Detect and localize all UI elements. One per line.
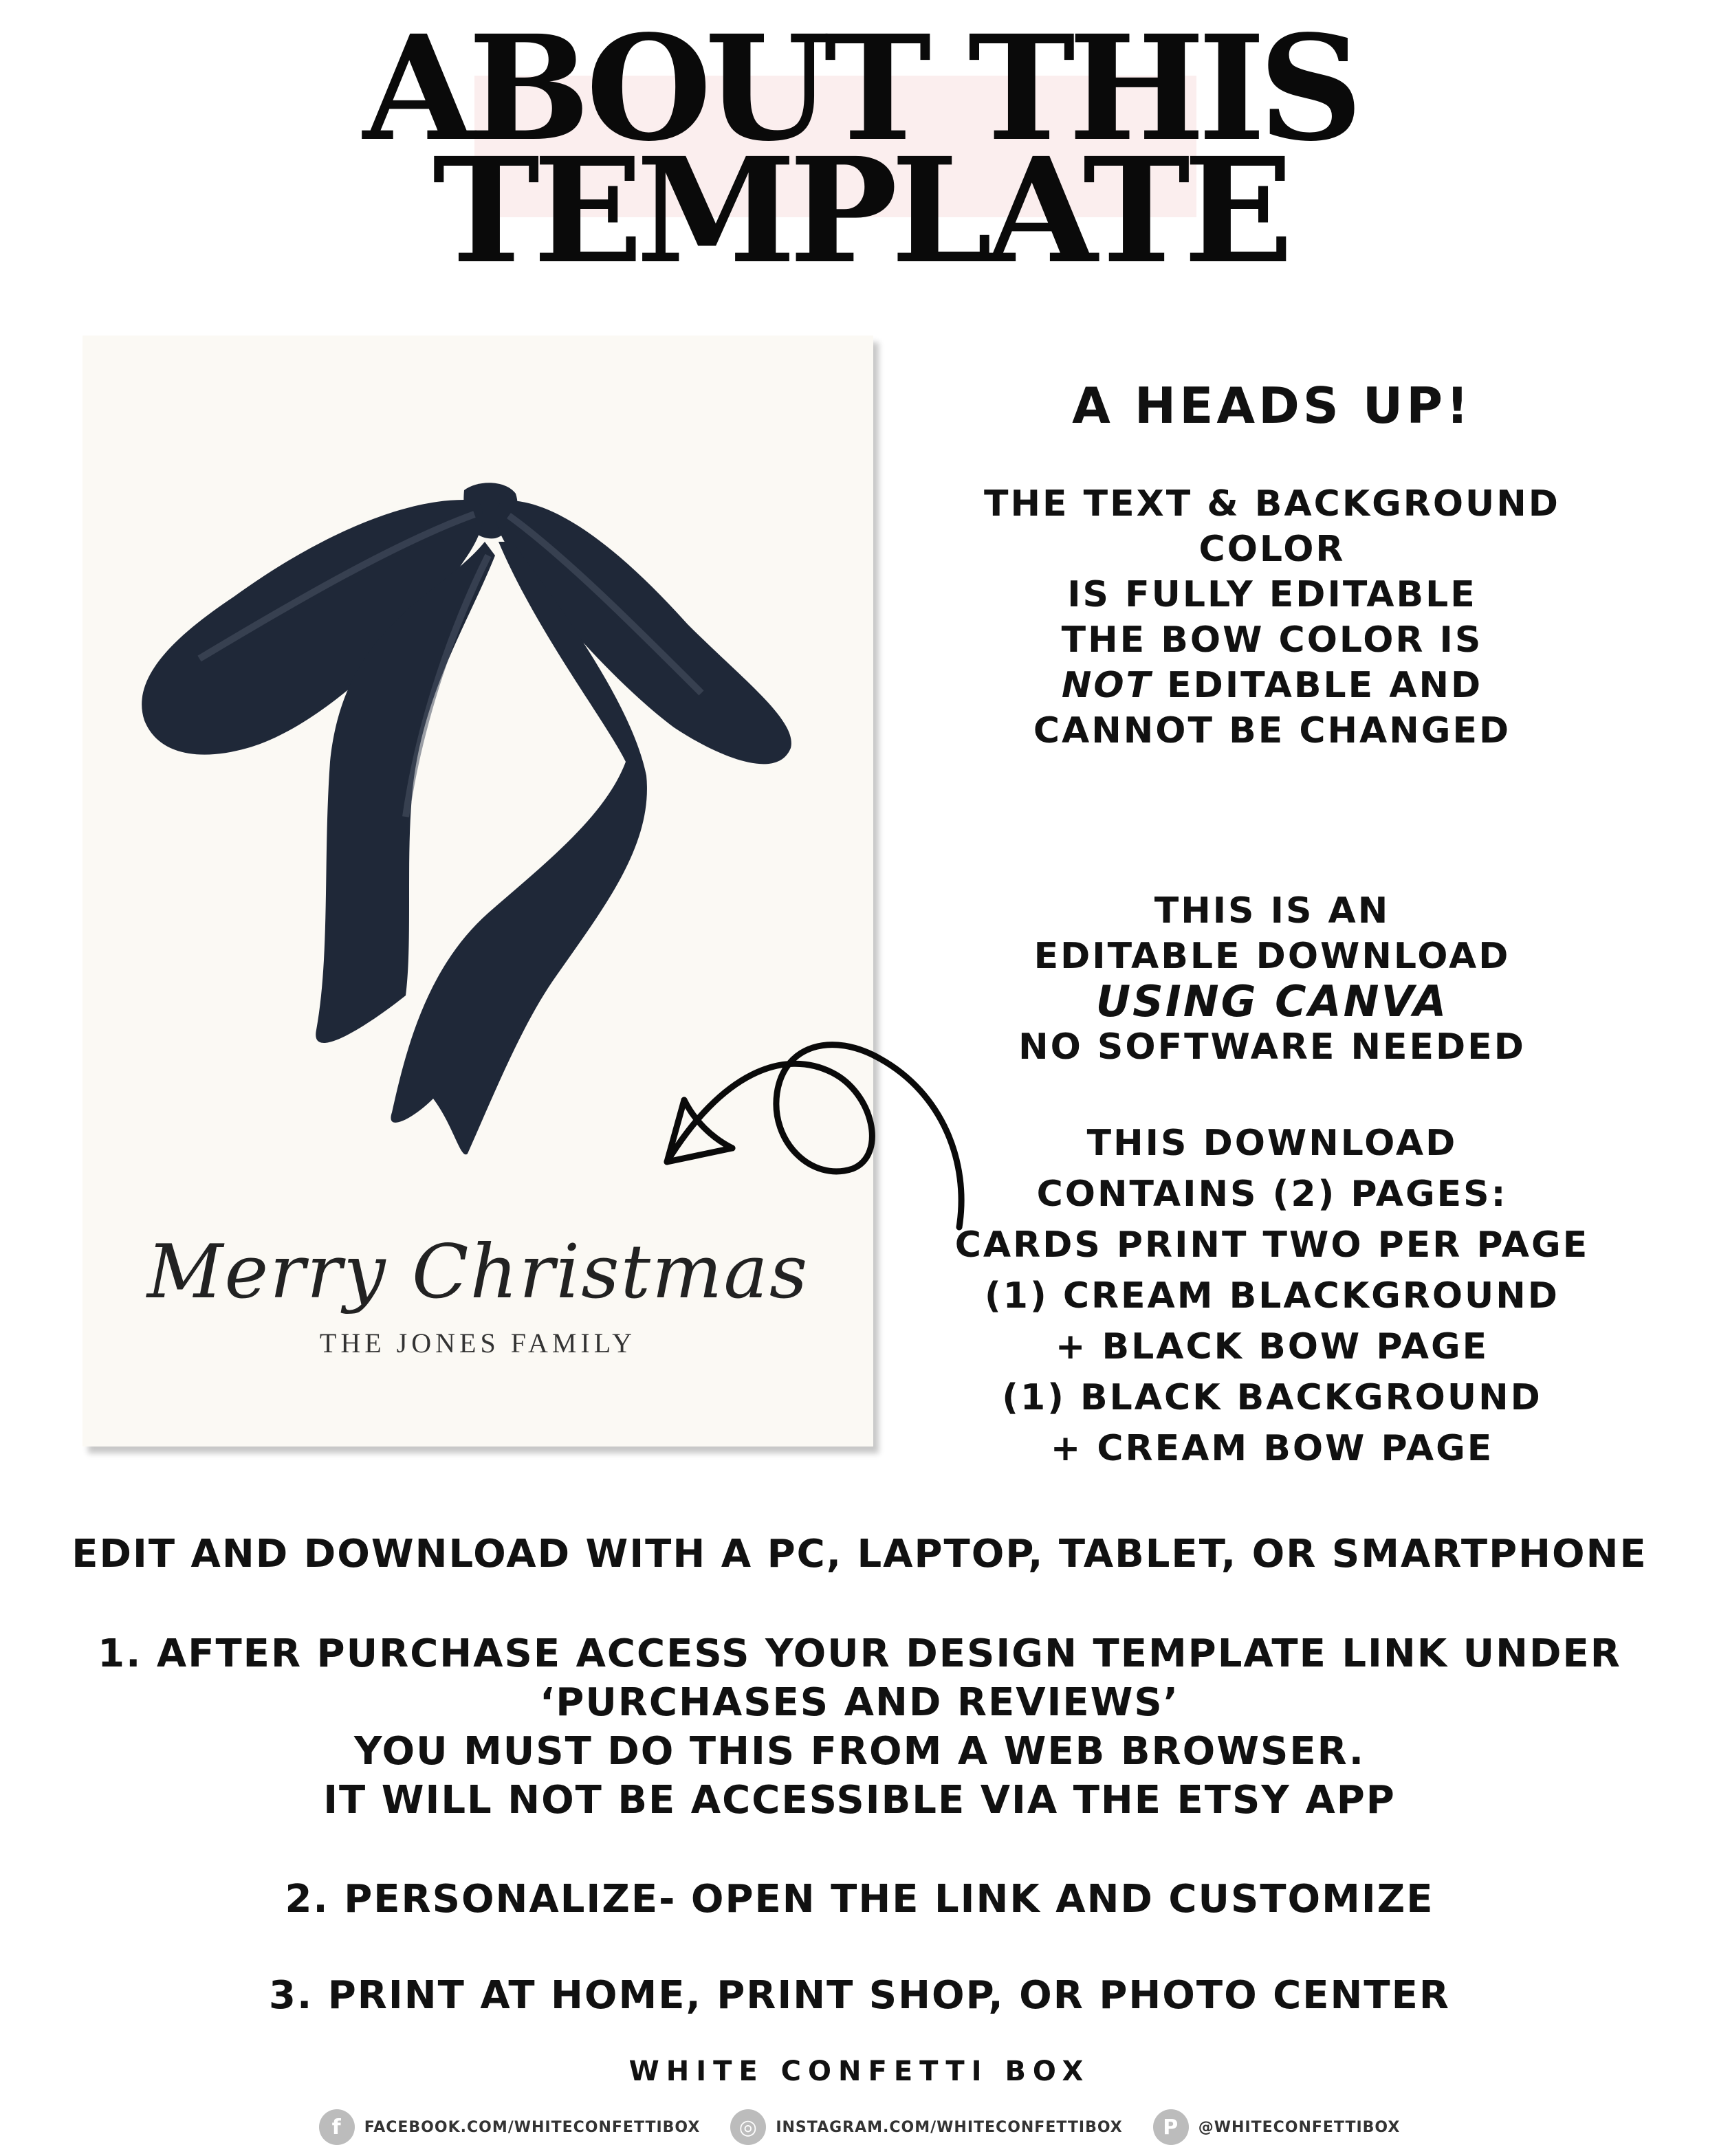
instagram-icon: ◎	[730, 2109, 766, 2145]
bow-note-line-1: THE BOW COLOR IS	[1061, 619, 1483, 661]
contents-line: (1) BLACK BACKGROUND	[1002, 1377, 1542, 1418]
download-contents	[942, 1118, 1602, 1474]
step-1-line: YOU MUST DO THIS FROM A WEB BROWSER.	[353, 1729, 1366, 1774]
canva-line-3: USING CANVA	[1095, 976, 1449, 1026]
bow-note-line-3: CANNOT BE CHANGED	[1033, 710, 1511, 751]
social-links	[0, 2109, 1719, 2145]
contents-line: CARDS PRINT TWO PER PAGE	[954, 1224, 1590, 1266]
not-emphasis: NOT	[1061, 665, 1153, 706]
text-editable-line-1: THE TEXT & BACKGROUND COLOR	[984, 483, 1560, 570]
contents-line: + CREAM BOW PAGE	[1050, 1428, 1494, 1469]
devices-note: EDIT AND DOWNLOAD WITH A PC, LAPTOP, TABLET, OR SMARTPHONE	[72, 1532, 1647, 1576]
step-1-line: ‘PURCHASES AND REVIEWS’	[540, 1680, 1179, 1725]
card-family-name: THE JONES FAMILY	[319, 1328, 637, 1358]
bow-color-note	[942, 617, 1602, 754]
contents-line: (1) CREAM BLACKGROUND	[985, 1275, 1559, 1317]
step-1-line: IT WILL NOT BE ACCESSIBLE VIA THE ETSY APP	[323, 1778, 1396, 1823]
title-line-1: ABOUT THIS	[362, 3, 1357, 173]
step-3: 3. PRINT AT HOME, PRINT SHOP, OR PHOTO CENTER	[269, 1973, 1450, 2018]
text-editable-note	[942, 481, 1602, 617]
page-title	[0, 3, 1719, 296]
canva-line-1: THIS IS AN	[1154, 890, 1390, 932]
canva-note	[942, 888, 1602, 1070]
canva-line-2: EDITABLE DOWNLOAD	[1033, 936, 1511, 977]
step-2: 2. PERSONALIZE- OPEN THE LINK AND CUSTOMIZE	[285, 1877, 1434, 1922]
pinterest-link[interactable]	[1153, 2109, 1401, 2145]
brand-name: WHITE CONFETTI BOX	[628, 2056, 1091, 2087]
instagram-text: INSTAGRAM.COM/WHITECONFETTIBOX	[776, 2118, 1123, 2136]
instagram-link[interactable]	[730, 2109, 1122, 2145]
facebook-icon: f	[319, 2109, 355, 2145]
contents-line: + BLACK BOW PAGE	[1055, 1326, 1489, 1367]
contents-line: CONTAINS (2) PAGES:	[1036, 1174, 1508, 1215]
canva-line-4: NO SOFTWARE NEEDED	[1018, 1026, 1526, 1068]
title-line-2: TEMPLATE	[432, 126, 1287, 296]
curly-arrow-icon	[646, 1018, 970, 1251]
card-preview	[83, 336, 873, 1446]
heads-up-heading: A HEADS UP!	[1072, 377, 1472, 434]
pinterest-text: @WHITECONFETTIBOX	[1198, 2118, 1401, 2136]
bow-note-line-2-rest: EDITABLE AND	[1152, 665, 1483, 706]
card-greeting: Merry Christmas	[146, 1229, 809, 1315]
step-1-line: 1. AFTER PURCHASE ACCESS YOUR DESIGN TEMPLATE LINK UNDER	[98, 1631, 1621, 1676]
step-1	[0, 1629, 1719, 1825]
pinterest-icon: P	[1153, 2109, 1189, 2145]
facebook-text: FACEBOOK.COM/WHITECONFETTIBOX	[364, 2118, 701, 2136]
bow-note-line-2	[942, 663, 1602, 708]
text-editable-line-2: IS FULLY EDITABLE	[1067, 574, 1477, 615]
contents-line: THIS DOWNLOAD	[1086, 1123, 1458, 1164]
facebook-link[interactable]	[319, 2109, 701, 2145]
